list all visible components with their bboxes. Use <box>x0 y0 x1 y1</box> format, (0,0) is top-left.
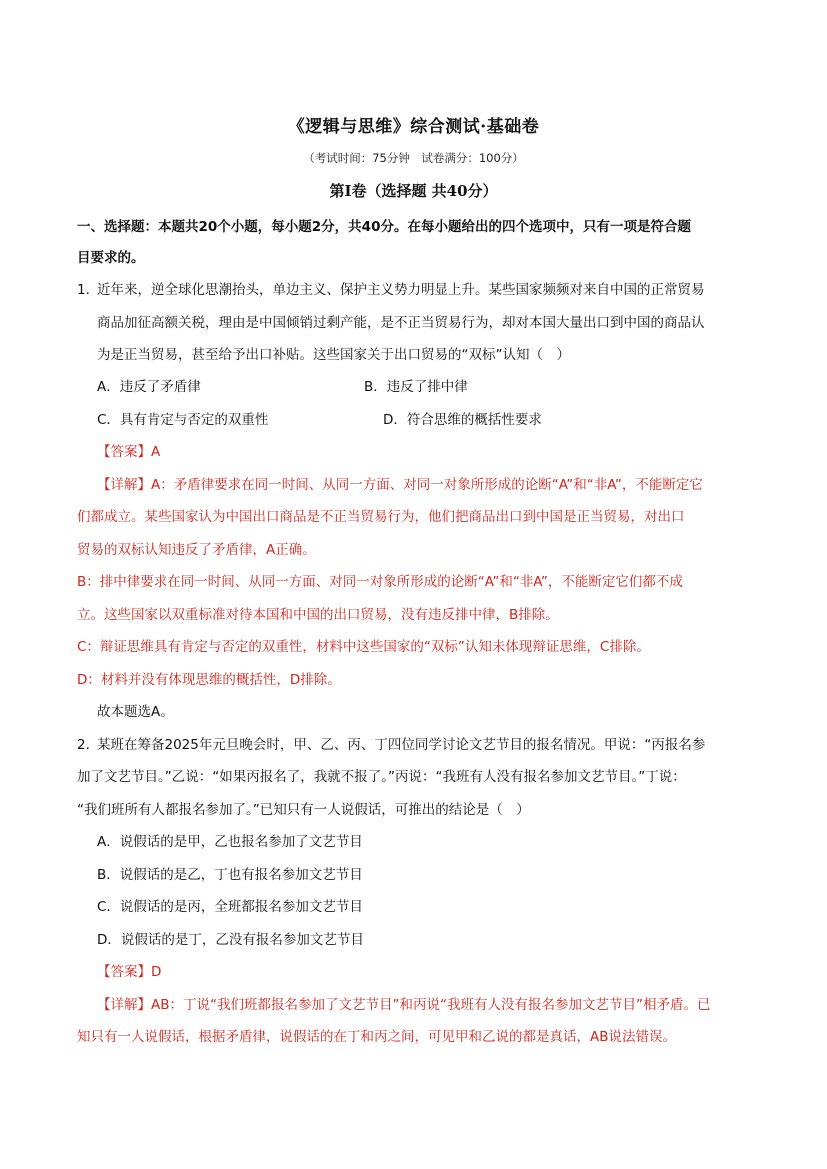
question-2-stem-line: 某班在筹备2025年元旦晚会时，甲、乙、丙、丁四位同学讨论文艺节目的报名情况。甲说：“丙报名参 <box>97 737 706 753</box>
question-1-option-d: D．符合思维的概括性要求 <box>383 412 542 428</box>
question-1-detail-line: 立。这些国家以双重标准对待本国和中国的出口贸易，没有违反排中律，B排除。 <box>77 607 559 623</box>
question-1-stem-line: 商品加征高额关税，理由是中国倾销过剩产能，是不正当贸易行为，却对本国大量出口到中国的商品认 <box>97 315 705 331</box>
question-1-option-c: C．具有肯定与否定的双重性 <box>97 412 269 428</box>
question-2-stem-line: “我们班所有人都报名参加了。”已知只有一人说假话，可推出的结论是（ ） <box>77 802 530 818</box>
question-1-detail-line: C：辩证思维具有肯定与否定的双重性，材料中这些国家的“双标”认知未体现辩证思维，C排除。 <box>77 639 650 655</box>
question-2-number: 2． <box>77 737 100 753</box>
question-1-stem-line: 近年来，逆全球化思潮抬头，单边主义、保护主义势力明显上升。某些国家频频对来自中国的正常贸易 <box>97 282 705 298</box>
question-1-detail-line: 贸易的双标认知违反了矛盾律，A正确。 <box>77 542 316 558</box>
question-2-option-c: C．说假话的是丙，全班都报名参加文艺节目 <box>97 899 363 915</box>
question-1-answer: 【答案】A <box>97 444 161 460</box>
question-1-option-a: A．违反了矛盾律 <box>97 379 201 395</box>
question-2-option-d: D．说假话的是丁，乙没有报名参加文艺节目 <box>97 932 364 948</box>
question-2-option-a: A．说假话的是甲，乙也报名参加了文艺节目 <box>97 834 363 850</box>
question-1-option-b: B．违反了排中律 <box>364 379 468 395</box>
question-2-detail-line: 【详解】AB：丁说“我们班都报名参加了文艺节目”和丙说“我班有人没有报名参加文艺节目”相矛盾。已 <box>97 997 711 1013</box>
question-2-detail-line: 知只有一人说假话，根据矛盾律，说假话的在丁和丙之间，可见甲和乙说的都是真话，AB说法错误。 <box>77 1029 676 1045</box>
question-2-answer: 【答案】D <box>97 964 162 980</box>
exam-subtitle: （考试时间：75分钟 试卷满分：100分） <box>303 151 524 165</box>
section-title: 第I卷（选择题 共40分） <box>329 182 498 200</box>
question-2-stem-line: 加了文艺节目。”乙说：“如果丙报名了，我就不报了。”丙说：“我班有人没有报名参加文艺节目。”丁说： <box>77 769 686 785</box>
question-1-detail-line: B：排中律要求在同一时间、从同一方面、对同一对象所形成的论断“A”和“非A”，不能断定它们都不成 <box>77 574 683 590</box>
question-1-number: 1． <box>77 282 100 298</box>
question-1-conclusion: 故本题选A。 <box>97 704 174 720</box>
question-1-stem-line: 为是正当贸易，甚至给予出口补贴。这些国家关于出口贸易的“双标”认知（ ） <box>97 347 570 363</box>
question-1-detail-line: 【详解】A：矛盾律要求在同一时间、从同一方面、对同一对象所形成的论断“A”和“非A”，不能断定它 <box>97 477 703 493</box>
instructions-line-2: 目要求的。 <box>77 250 145 266</box>
question-1-detail-line: D：材料并没有体现思维的概括性，D排除。 <box>77 672 341 688</box>
instructions-line-1: 一、选择题：本题共20个小题，每小题2分，共40分。在每小题给出的四个选项中，只有一项是符合题 <box>77 219 691 235</box>
exam-title: 《逻辑与思维》综合测试·基础卷 <box>287 117 540 137</box>
question-1-detail-line: 们都成立。某些国家认为中国出口商品是不正当贸易行为，他们把商品出口到中国是正当贸易，对出口 <box>77 509 685 525</box>
question-2-option-b: B．说假话的是乙，丁也有报名参加文艺节目 <box>97 867 363 883</box>
